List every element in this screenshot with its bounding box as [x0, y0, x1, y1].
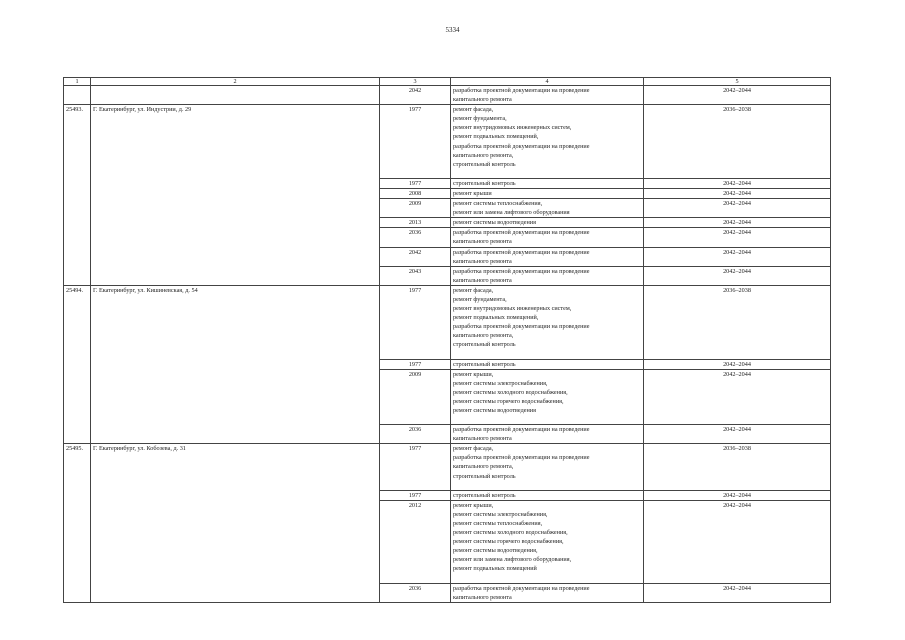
work-item: ремонт системы холодного водоснабжения,	[453, 529, 568, 537]
period-cell: 2036–2038	[644, 285, 831, 359]
work-item: ремонт подвальных помещений,	[453, 133, 539, 141]
work-item: ремонт или замена лифтового оборудования,	[453, 556, 572, 564]
period-cell: 2042–2044	[644, 369, 831, 424]
work-item: ремонт внутридомовых инженерных систем,	[453, 124, 572, 132]
works-cell	[451, 218, 644, 228]
header-col-4: 4	[451, 78, 644, 86]
period-cell: 2042–2044	[644, 228, 831, 247]
works-cell	[451, 369, 644, 424]
works-cell	[451, 199, 644, 218]
works-cell	[451, 266, 644, 285]
works-cell	[451, 188, 644, 198]
work-item: капитального ремонта	[453, 96, 512, 104]
row-number-cell	[64, 86, 91, 105]
row-number-cell: 25495.	[64, 444, 91, 602]
work-item: ремонт или замена лифтового оборудования	[453, 209, 570, 217]
work-item: разработка проектной документации на проведение	[453, 248, 590, 256]
period-cell: 2042–2044	[644, 583, 831, 602]
work-item: ремонт фасада,	[453, 286, 494, 294]
period-cell: 2042–2044	[644, 247, 831, 266]
table-row	[64, 444, 831, 490]
work-item: ремонт системы электроснабжения,	[453, 510, 548, 518]
table-row	[64, 105, 831, 179]
page-number: 5334	[445, 26, 460, 34]
work-item: ремонт фасада,	[453, 445, 494, 453]
year-cell: 1977	[380, 359, 451, 369]
work-item: разработка проектной документации на проведение	[453, 87, 590, 94]
work-item: ремонт подвальных помещений	[453, 565, 537, 573]
period-cell: 2042–2044	[644, 500, 831, 583]
work-item: разработка проектной документации на проведение	[453, 267, 590, 275]
works-cell	[451, 86, 644, 105]
work-item: ремонт системы электроснабжения,	[453, 379, 548, 387]
work-item: капитального ремонта	[453, 257, 512, 265]
work-item: строительный контроль	[453, 491, 516, 499]
year-cell: 2043	[380, 266, 451, 285]
row-number-cell: 25493.	[64, 105, 91, 286]
work-item: ремонт системы водоотведения,	[453, 547, 538, 555]
repair-schedule-table	[63, 77, 831, 603]
work-item: капитального ремонта	[453, 276, 512, 284]
year-cell: 2036	[380, 228, 451, 247]
work-item: ремонт фундамента,	[453, 295, 507, 303]
period-cell: 2042–2044	[644, 490, 831, 500]
table-row	[64, 285, 831, 359]
header-col-5: 5	[644, 78, 831, 86]
work-item: разработка проектной документации на проведение	[453, 454, 590, 462]
work-item: ремонт системы водоотведения	[453, 407, 536, 414]
work-item: капитального ремонта	[453, 435, 512, 443]
year-cell: 2012	[380, 500, 451, 583]
work-item: разработка проектной документации на проведение	[453, 584, 590, 592]
table-header-row	[64, 78, 831, 86]
work-item: ремонт внутридомовых инженерных систем,	[453, 305, 572, 313]
work-item: ремонт системы горячего водоснабжения,	[453, 397, 564, 405]
work-item: ремонт системы холодного водоснабжения,	[453, 388, 568, 396]
year-cell: 2042	[380, 247, 451, 266]
period-cell: 2042–2044	[644, 425, 831, 444]
works-cell	[451, 583, 644, 602]
works-cell	[451, 444, 644, 490]
works-cell	[451, 425, 644, 444]
work-item: строительный контроль	[453, 160, 516, 168]
work-item: капитального ремонта	[453, 593, 512, 601]
year-cell: 2013	[380, 218, 451, 228]
work-item: капитального ремонта,	[453, 332, 514, 340]
table-row	[64, 86, 831, 105]
year-cell: 2036	[380, 583, 451, 602]
header-col-3: 3	[380, 78, 451, 86]
work-item: строительный контроль	[453, 179, 516, 187]
work-item: разработка проектной документации на проведение	[453, 142, 590, 150]
work-item: ремонт системы водоотведения	[453, 219, 536, 227]
header-col-2: 2	[91, 78, 380, 86]
period-cell: 2042–2044	[644, 86, 831, 105]
row-number-cell: 25494.	[64, 285, 91, 443]
year-cell: 2036	[380, 425, 451, 444]
work-item: разработка проектной документации на проведение	[453, 426, 590, 434]
work-item: строительный контроль	[453, 472, 516, 480]
period-cell: 2042–2044	[644, 199, 831, 218]
address-cell: Г. Екатеринбург, ул. Кобозева, д. 31	[91, 444, 380, 602]
period-cell: 2042–2044	[644, 266, 831, 285]
table-body	[64, 86, 831, 603]
works-cell	[451, 228, 644, 247]
work-item: ремонт крыши,	[453, 501, 494, 509]
year-cell: 2009	[380, 369, 451, 424]
year-cell: 1977	[380, 490, 451, 500]
year-cell: 1977	[380, 285, 451, 359]
work-item: разработка проектной документации на проведение	[453, 229, 590, 237]
work-item: ремонт крыши,	[453, 370, 494, 378]
work-item: ремонт системы горячего водоснабжения,	[453, 538, 564, 546]
work-item: разработка проектной документации на проведение	[453, 323, 590, 331]
works-cell	[451, 500, 644, 583]
work-item: ремонт системы теплоснабжения,	[453, 519, 543, 527]
period-cell: 2036–2038	[644, 444, 831, 490]
period-cell: 2036–2038	[644, 105, 831, 179]
year-cell: 1977	[380, 444, 451, 490]
works-cell	[451, 247, 644, 266]
period-cell: 2042–2044	[644, 218, 831, 228]
year-cell: 2042	[380, 86, 451, 105]
work-item: ремонт крыши	[453, 189, 492, 197]
address-cell: Г. Екатеринбург, ул. Кишиневская, д. 54	[91, 285, 380, 443]
work-item: строительный контроль	[453, 360, 516, 368]
work-item: строительный контроль	[453, 341, 516, 349]
work-item: капитального ремонта,	[453, 463, 514, 471]
year-cell: 2009	[380, 199, 451, 218]
work-item: ремонт фасада,	[453, 106, 494, 114]
address-cell	[91, 86, 380, 105]
period-cell: 2042–2044	[644, 178, 831, 188]
period-cell: 2042–2044	[644, 188, 831, 198]
address-cell: Г. Екатеринбург, ул. Индустрии, д. 29	[91, 105, 380, 286]
works-cell	[451, 105, 644, 179]
works-cell	[451, 359, 644, 369]
work-item: ремонт системы теплоснабжения,	[453, 200, 543, 208]
header-col-1: 1	[64, 78, 91, 86]
work-item: капитального ремонта,	[453, 151, 514, 159]
works-cell	[451, 178, 644, 188]
year-cell: 1977	[380, 178, 451, 188]
work-item: капитального ремонта	[453, 238, 512, 246]
work-item: ремонт подвальных помещений,	[453, 314, 539, 322]
work-item: ремонт фундамента,	[453, 115, 507, 123]
year-cell: 1977	[380, 105, 451, 179]
works-cell	[451, 285, 644, 359]
period-cell: 2042–2044	[644, 359, 831, 369]
works-cell	[451, 490, 644, 500]
year-cell: 2008	[380, 188, 451, 198]
